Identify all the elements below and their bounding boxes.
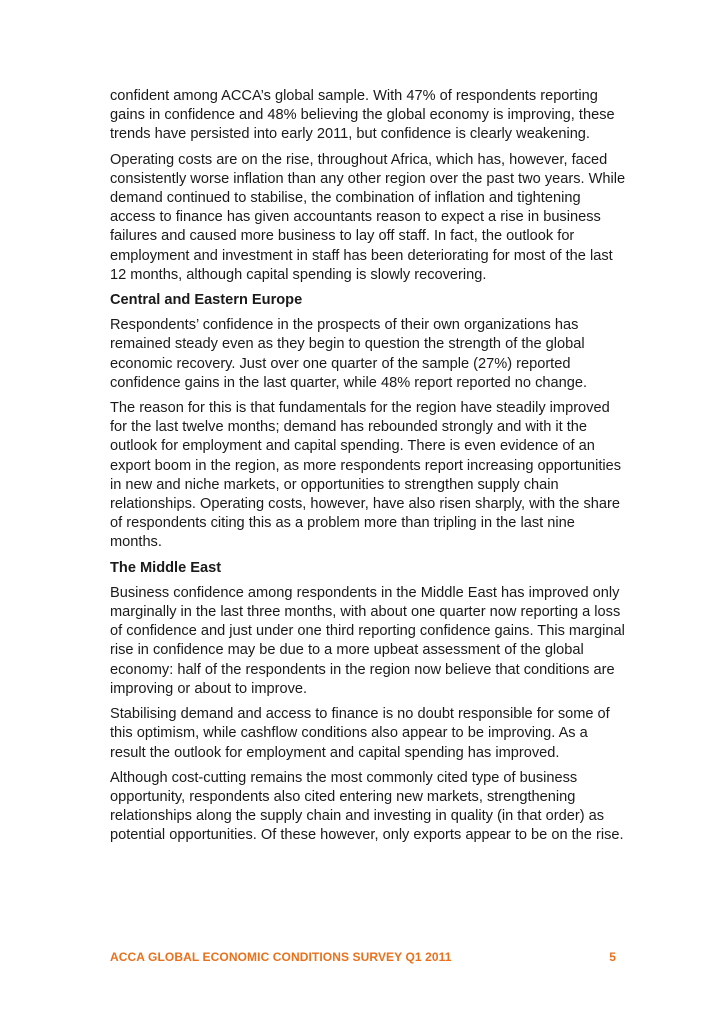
paragraph-me-opportunities: Although cost-cutting remains the most commonly cited type of business opportunity, respondents also cited entering new markets, strengthening relationships along the supply chain and investing in quality (in that order) as potential opportunities. Of these however, only exports appear to be on the rise. bbox=[110, 769, 624, 844]
page-footer bbox=[110, 950, 616, 964]
section-heading-middle-east: The Middle East bbox=[110, 559, 222, 576]
paragraph-cee-fundamentals: The reason for this is that fundamentals for the region have steadily improved for the last twelve months; demand has rebounded strongly and with it the outlook for employment and capital spending. There is even evidence of an export boom in the region, as more respondents report increasing opportunities in new and niche markets, or opportunities to strengthen supply chain relationships. Operating costs, however, have also risen sharply, with the share of respondents citing this as a problem more than tripling in the last nine months. bbox=[110, 400, 622, 551]
paragraph-me-confidence: Business confidence among respondents in the Middle East has improved only marginally in the last three months, with about one quarter now reporting a loss of confidence and just under one third reporting confidence gains. This marginal rise in confidence may be due to a more upbeat assessment of the global economy: half of the respondents in the region now believe that conditions are improving or about to improve. bbox=[110, 584, 625, 697]
paragraph-global-confidence: confident among ACCA’s global sample. With 47% of respondents reporting gains in confidence and 48% believing the global economy is improving, these trends have persisted into early 2011, but confidence is clearly weakening. bbox=[110, 88, 615, 143]
document-body bbox=[110, 87, 626, 852]
paragraph-cee-confidence: Respondents’ confidence in the prospects of their own organizations has remained steady even as they begin to question the strength of the global economic recovery. Just over one quarter of the sample (27%) reported confidence gains in the last quarter, while 48% report reported no change. bbox=[110, 317, 588, 391]
section-heading-central-eastern-europe: Central and Eastern Europe bbox=[110, 292, 303, 309]
paragraph-africa-costs: Operating costs are on the rise, throughout Africa, which has, however, faced consistently worse inflation than any other region over the past two years. While demand continued to stabilise, the combination of inflation and tightening access to finance has given accountants reason to expect a rise in business failures and caused more business to lay off staff. In fact, the outlook for employment and investment in staff has been deteriorating for most of the last 12 months, although capital spending is slowly recovering. bbox=[110, 151, 626, 283]
footer-title: ACCA GLOBAL ECONOMIC CONDITIONS SURVEY Q1 2011 bbox=[110, 950, 452, 964]
page-number: 5 bbox=[609, 950, 616, 964]
paragraph-me-demand: Stabilising demand and access to finance is no doubt responsible for some of this optimism, while cashflow conditions also appear to be improving. As a result the outlook for employment and capital spending has improved. bbox=[110, 706, 610, 761]
